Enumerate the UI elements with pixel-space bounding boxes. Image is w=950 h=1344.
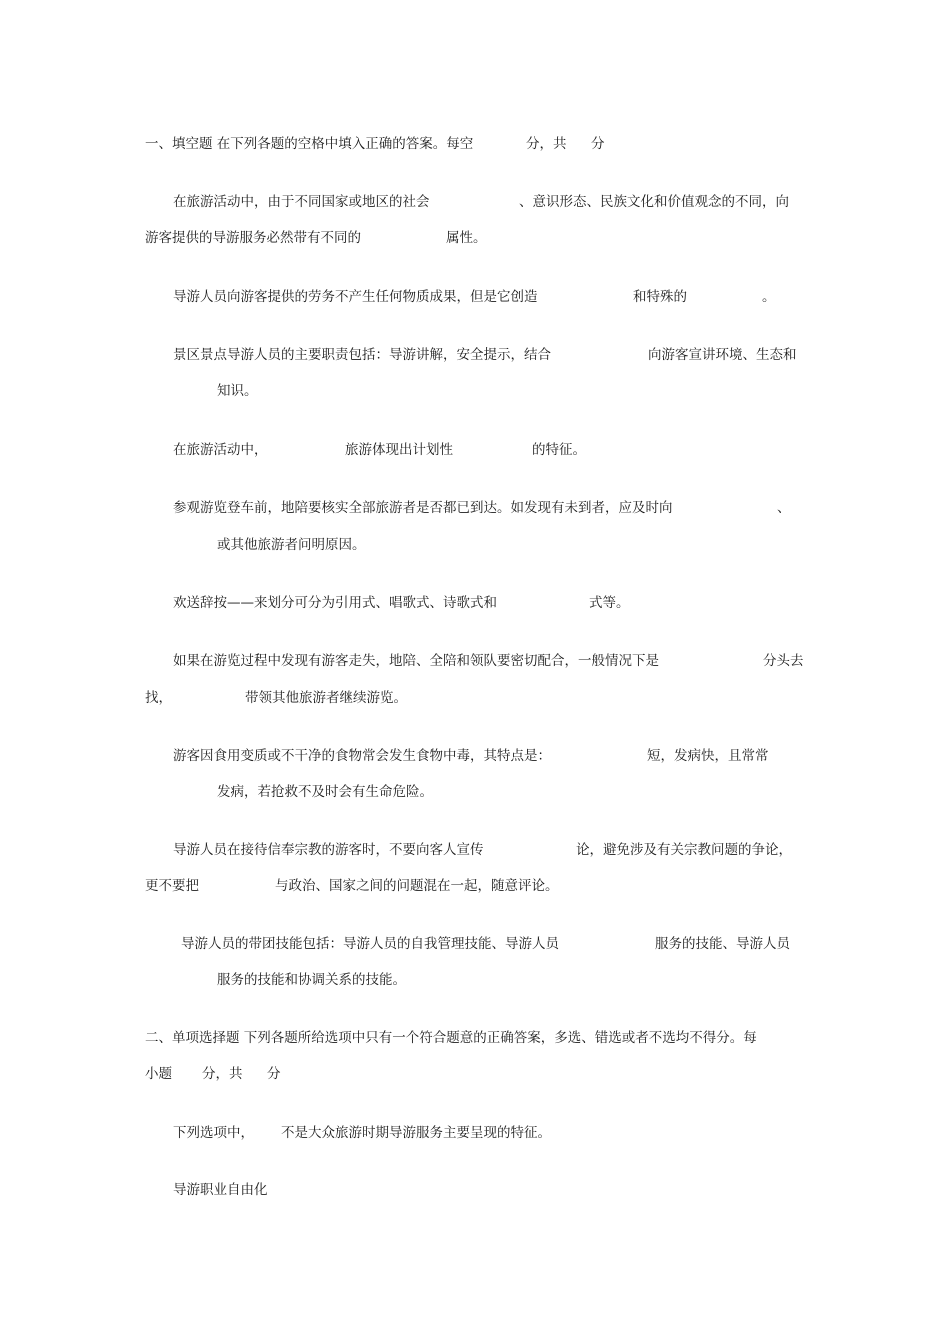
q7-text-d: 带领其他旅游者继续游览。 — [245, 690, 407, 706]
q3-text-a: 景区景点导游人员的主要职责包括：导游讲解，安全提示，结合 — [173, 347, 551, 363]
q10-text-b: 服务的技能、导游人员 — [655, 936, 790, 952]
q7-text-a: 如果在游览过程中发现有游客走失，地陪、全陪和领队要密切配合，一般情况下是 — [173, 653, 659, 669]
q2-text-b: 和特殊的 — [633, 289, 687, 305]
q9-text-d: 与政治、国家之间的问题混在一起，随意评论。 — [275, 878, 559, 894]
q9-text-b: 论，避免涉及有关宗教问题的争论， — [576, 842, 792, 858]
q7-text-b: 分头去 — [763, 653, 804, 669]
q10-text-c: 服务的技能和协调关系的技能。 — [217, 972, 406, 988]
q4-text-c: 的特征。 — [532, 442, 586, 458]
q4-text-b: 旅游体现出计划性 — [345, 442, 453, 458]
q7-text-c: 找， — [145, 690, 172, 706]
q1-text-d: 属性。 — [446, 230, 487, 246]
section1-heading-total: 分 — [591, 136, 605, 152]
q9-text-a: 导游人员在接待信奉宗教的游客时，不要向客人宣传 — [173, 842, 484, 858]
q8-text-a: 游客因食用变质或不干净的食物常会发生食物中毒，其特点是： — [173, 748, 551, 764]
q5-text-c: 或其他旅游者问明原因。 — [217, 537, 366, 553]
section2-heading-points: 分，共 — [202, 1066, 243, 1082]
q9-text-c: 更不要把 — [145, 878, 199, 894]
q1-text-a: 在旅游活动中，由于不同国家或地区的社会 — [173, 194, 430, 210]
section2-heading: 二、单项选择题 下列各题所给选项中只有一个符合题意的正确答案，多选、错选或者不选均不得分。每 — [145, 1030, 757, 1046]
q3-text-c: 知识。 — [217, 383, 258, 399]
q6-text-b: 式等。 — [589, 595, 630, 611]
section2-heading-total: 分 — [267, 1066, 281, 1082]
q4-text-a: 在旅游活动中， — [173, 442, 268, 458]
q11-text-b: 不是大众旅游时期导游服务主要呈现的特征。 — [281, 1125, 551, 1141]
section1-heading-points: 分，共 — [526, 136, 567, 152]
q2-text-a: 导游人员向游客提供的劳务不产生任何物质成果，但是它创造 — [173, 289, 538, 305]
q2-text-c: 。 — [762, 289, 776, 305]
section1-heading: 一、填空题 在下列各题的空格中填入正确的答案。每空 — [145, 136, 474, 152]
q5-text-b: 、 — [777, 500, 791, 516]
q6-text-a: 欢送辞按——来划分可分为引用式、唱歌式、诗歌式和 — [173, 595, 497, 611]
q10-text-a: 导游人员的带团技能包括：导游人员的自我管理技能、导游人员 — [181, 936, 559, 952]
q1-text-b: 、意识形态、民族文化和价值观念的不同，向 — [519, 194, 789, 210]
q8-text-c: 发病，若抢救不及时会有生命危险。 — [217, 784, 433, 800]
q11-text-a: 下列选项中， — [173, 1125, 254, 1141]
q8-text-b: 短，发病快，且常常 — [647, 748, 769, 764]
section2-heading-line2: 小题 — [145, 1066, 172, 1082]
q5-text-a: 参观游览登车前，地陪要核实全部旅游者是否都已到达。如发现有未到者，应及时向 — [173, 500, 673, 516]
q11-option-a: 导游职业自由化 — [173, 1182, 268, 1198]
q3-text-b: 向游客宣讲环境、生态和 — [648, 347, 797, 363]
q1-text-c: 游客提供的导游服务必然带有不同的 — [145, 230, 361, 246]
